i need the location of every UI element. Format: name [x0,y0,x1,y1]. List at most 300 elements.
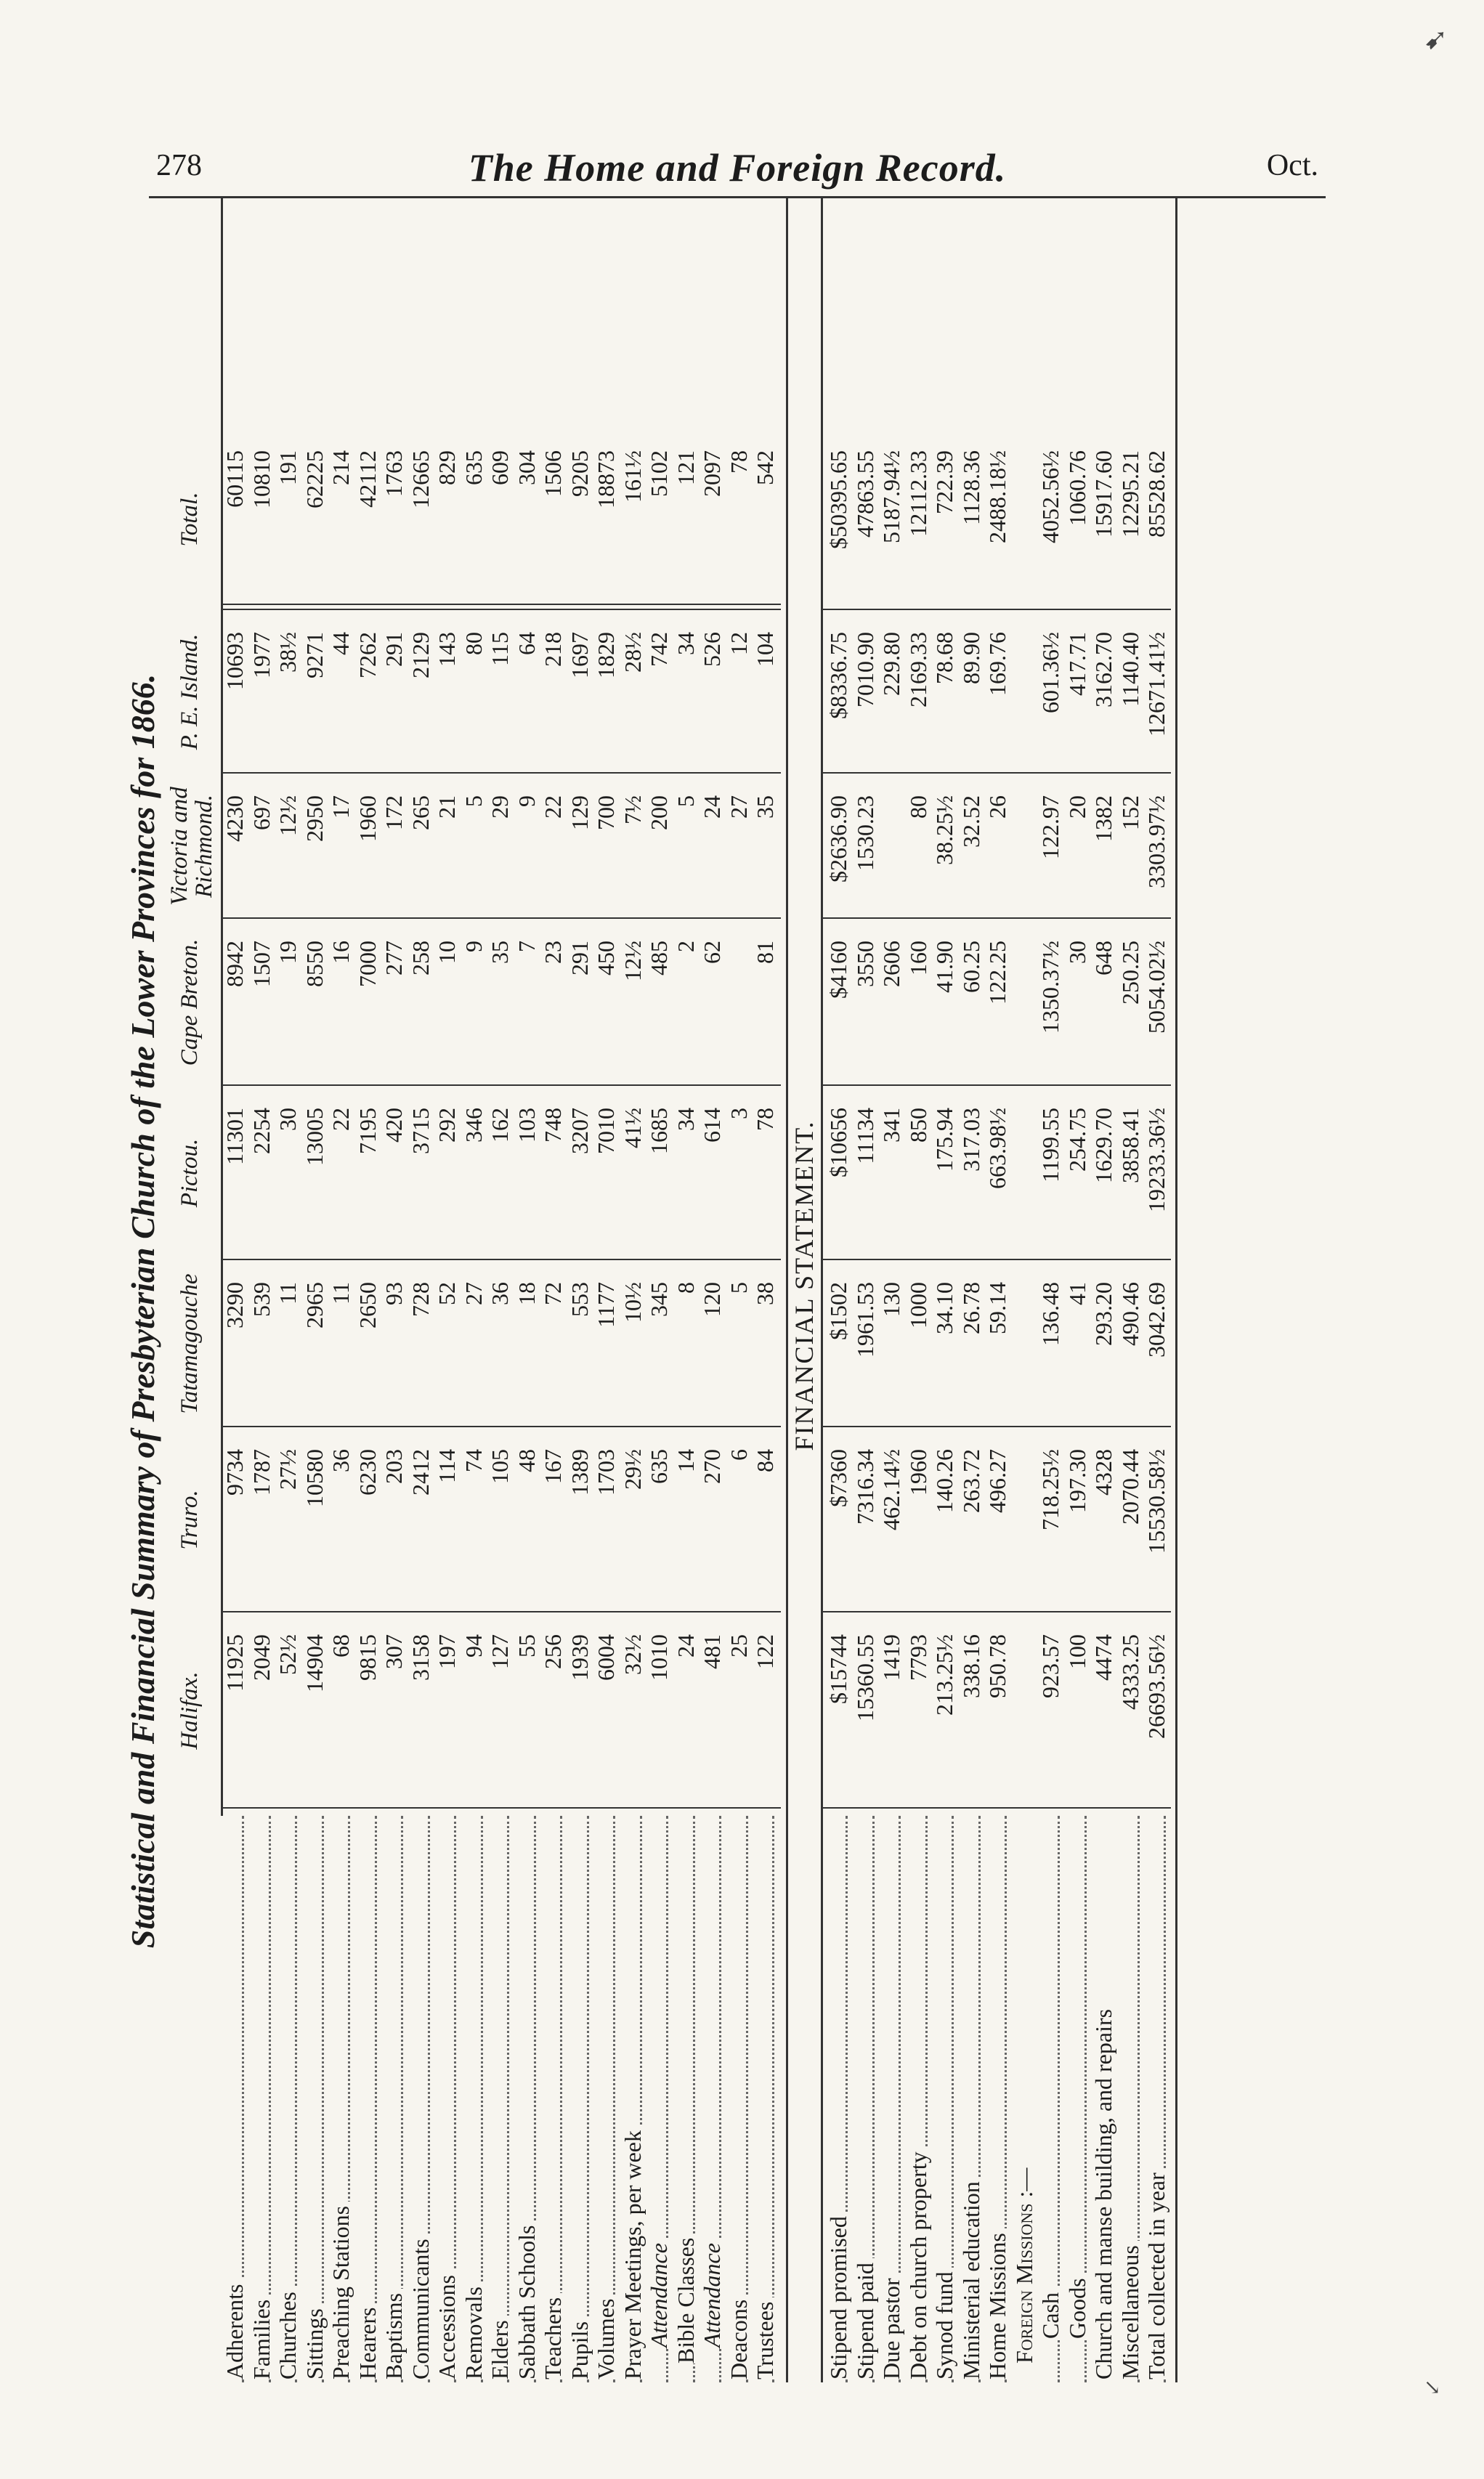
table-cell: 553 [566,1282,593,1317]
fin-row-label: Synod fund [931,1816,958,2382]
table-cell: 41½ [619,1108,646,1148]
table-cell: 1787 [248,1449,275,1496]
rotated-table [123,189,1257,2382]
table-cell: 2488.18½ [984,450,1010,543]
table-cell: 41.90 [931,941,957,993]
column-headers [167,189,218,2382]
table-cell: 1977 [248,632,275,678]
table-cell: 263.72 [957,1449,984,1513]
column-rule [222,604,781,605]
table-cell: 9205 [566,450,593,497]
table-cell: 1389 [566,1449,593,1496]
table-cell: 1697 [566,632,593,678]
table-cell: 3858.41 [1116,1108,1143,1183]
table-cell: 923.57 [1037,1634,1063,1698]
stat-row-label: Pupils [567,1816,593,2382]
table-cell: 94 [460,1634,487,1658]
stat-row-label: Attendance [699,1816,726,2382]
table-cell: 18 [513,1282,540,1305]
table-cell: 7195 [354,1108,381,1154]
table-cell: 11 [275,1282,301,1305]
table-cell: 3042.69 [1143,1282,1169,1358]
column-header-total: Total. [177,492,203,547]
table-cell: 6230 [354,1449,381,1496]
table-cell: 197.30 [1063,1449,1090,1513]
table-cell: 22 [328,1108,354,1131]
table-cell: 11 [328,1282,354,1305]
table-cell: 2 [672,941,699,952]
stat-row-label: Volumes [593,1816,620,2382]
table-cell: 614 [699,1108,725,1143]
table-cell: 136.48 [1037,1282,1063,1346]
table-cell: 450 [593,941,619,975]
table-cell: 2950 [301,795,328,842]
table-cell: 115 [487,632,513,666]
table-cell: 103 [513,1108,540,1143]
table-cell: 34 [672,632,699,655]
table-cell: 10½ [619,1282,646,1323]
table-cell: 4333.25 [1116,1634,1143,1710]
table-cell: 17 [328,795,354,819]
table-cell: 7010.90 [851,632,878,707]
table-cell: 24 [699,795,725,819]
table-cell: 1419 [878,1634,904,1681]
table-cell: 10 [434,941,460,964]
statistical-labels [222,1816,779,2382]
table-cell: 29 [487,795,513,819]
table-cell: 175.94 [931,1108,957,1172]
table-cell: 7793 [904,1634,931,1681]
table-cell: 4230 [222,795,248,842]
table-cell: 114 [434,1449,460,1483]
table-cell: 2254 [248,1108,275,1154]
table-cell: 539 [248,1282,275,1317]
table-cell: 1140.40 [1116,632,1143,707]
table-cell: 162 [487,1108,513,1143]
table-cell: 59.14 [984,1282,1010,1334]
column-rule [822,1807,1171,1809]
table-cell: 60115 [222,450,248,508]
table-cell: 700 [593,795,619,830]
table-cell: 11301 [222,1108,248,1165]
table-cell: 26 [984,795,1010,819]
table-cell: 7262 [354,632,381,678]
table-cell: 420 [381,1108,407,1143]
stat-row-label: Adherents [222,1816,248,2382]
table-cell: 16 [328,941,354,964]
column-rule [822,1426,1171,1427]
table-cell: 30 [275,1108,301,1131]
table-cell: 143 [434,632,460,667]
fin-row-label: Home Missions [984,1816,1011,2382]
table-cell [1011,429,1038,610]
table-cell: 84 [752,1449,778,1472]
fin-column-total [825,429,1170,610]
table-cell: 30 [1063,941,1090,964]
table-cell: 122.25 [984,941,1010,1005]
stat-column-halifax [222,1612,779,1809]
table-cell: 62 [699,941,725,964]
table-cell: 93 [381,1282,407,1305]
table-cell: 742 [646,632,672,667]
table-cell: 218 [540,632,566,667]
table-cell: 14904 [301,1634,328,1692]
table-cell: $50395.65 [825,450,851,549]
table-cell: 4328 [1090,1449,1116,1496]
table-cell [726,919,753,1086]
table-cell: 9 [460,941,487,952]
table-cell: 5 [672,795,699,807]
table-cell: 950.78 [984,1634,1010,1698]
table-cell: 635 [646,1449,672,1484]
table-cell: 722.39 [931,450,957,514]
table-cell: 6004 [593,1634,619,1681]
table-cell: 10693 [222,632,248,690]
column-header-pei: P. E. Island. [177,633,203,750]
table-cell: 2169.33 [904,632,931,707]
stat-row-label: Communicants [408,1816,434,2382]
table-cell: 104 [752,632,778,667]
table-cell: 60.25 [957,941,984,993]
stat-row-label: Trustees [752,1816,779,2382]
table-cell: 1060.76 [1063,450,1090,526]
table-cell: 9815 [354,1634,381,1681]
table-cell: 42112 [354,450,381,508]
table-cell: 72 [540,1282,566,1305]
table-cell: 18873 [593,450,619,508]
table-cell: 490.46 [1116,1282,1143,1346]
table-cell: 292 [434,1108,460,1143]
table-cell: 609 [487,450,513,485]
table-cell: 1382 [1090,795,1116,842]
table-cell: 304 [513,450,540,485]
table-cell: 277 [381,941,407,975]
column-rule [822,1084,1171,1086]
stat-row-label: Prayer Meetings, per week [620,1816,646,2382]
table-cell: 250.25 [1116,941,1143,1005]
table-cell: 265 [407,795,434,830]
table-cell: 14 [672,1449,699,1472]
table-cell: 12671.41½ [1143,632,1169,737]
table-cell: 38.25½ [931,795,957,865]
stat-row-label: Baptisms [381,1816,408,2382]
fin-column-pei [825,610,1170,774]
table-cell: 317.03 [957,1108,984,1172]
fin-row-label: Foreign Missions :— [1011,1816,1038,2382]
table-cell: 11925 [222,1634,248,1692]
table-cell: 27 [725,795,752,819]
table-cell: 829 [434,450,460,485]
table-cell: 78 [752,1108,778,1131]
table-cell: 121 [672,450,699,485]
table-cell [1011,919,1038,1086]
table-cell: 1199.55 [1037,1108,1063,1182]
table-cell: 38½ [275,632,301,673]
table-cell: 152 [1116,795,1143,830]
table-cell: 26.78 [957,1282,984,1334]
table-cell: 2049 [248,1634,275,1681]
table-cell: 32½ [619,1634,646,1675]
table-cell: 32.52 [957,795,984,848]
table-cell [1011,774,1038,919]
table-cell: 1939 [566,1634,593,1681]
table-cell: 7 [513,941,540,952]
table-cell: 728 [407,1282,434,1317]
table-cell: 270 [699,1449,725,1484]
table-cell: 214 [328,450,354,485]
table-cell: 34.10 [931,1282,957,1334]
table-cell: 2650 [354,1282,381,1328]
table-cell: 19 [275,941,301,964]
table-cell: 161½ [619,450,646,503]
table-cell: 9734 [222,1449,248,1496]
stat-row-label: Hearers [354,1816,381,2382]
table-cell: 44 [328,632,354,655]
table-cell: 7010 [593,1108,619,1154]
table-cell: 20 [1063,795,1090,819]
fin-row-label: Stipend promised [825,1816,852,2382]
table-cell: 526 [699,632,725,667]
table-cell: 100 [1063,1634,1090,1669]
table-cell: 485 [646,941,672,975]
table-cell: 129 [566,795,593,830]
table-cell: 78.68 [931,632,957,684]
stat-row-label: Attendance [646,1816,673,2382]
column-rule [222,772,781,774]
table-cell: 160 [904,941,931,975]
table-cell: 3550 [851,941,878,987]
fin-row-label: Due pastor [878,1816,905,2382]
fin-column-tatamagouche [825,1260,1170,1427]
fin-row-label: Stipend paid [852,1816,879,2382]
bottom-rule [1175,196,1177,2382]
table-cell: 23 [540,941,566,964]
column-rule [222,609,781,610]
table-cell: 3715 [407,1108,434,1154]
table-cell: 1829 [593,632,619,678]
table-cell: 19233.36½ [1143,1108,1169,1212]
table-cell: 34 [672,1108,699,1131]
table-cell: 3 [725,1108,752,1119]
table-cell: 127 [487,1634,513,1669]
page-number: 278 [156,149,202,182]
section-rule [786,196,788,2382]
table-cell: 3303.97½ [1143,795,1169,888]
table-cell [878,774,905,919]
table-cell: 1530.23 [851,795,878,871]
table-cell: 635 [460,450,487,485]
table-cell: 68 [328,1634,354,1658]
column-rule [222,1259,781,1260]
table-cell: 307 [381,1634,407,1669]
column-rule [822,1611,1171,1612]
table-cell: 542 [752,450,778,485]
table-cell [1011,1427,1038,1612]
column-rule [222,1807,781,1809]
table-cell: 12½ [619,941,646,981]
stat-column-pei [222,610,779,774]
table-cell: 10810 [248,450,275,508]
table-cell: 6 [725,1449,752,1461]
table-cell: 120 [699,1282,725,1317]
stat-column-tatamagouche [222,1260,779,1427]
table-cell: 2412 [407,1449,434,1496]
table-cell: 29½ [619,1449,646,1490]
table-cell: 346 [460,1108,487,1143]
table-cell: $1502 [825,1282,851,1340]
table-cell: 197 [434,1634,460,1669]
column-rule [822,772,1171,774]
table-cell: 5054.02½ [1143,941,1169,1034]
financial-labels [825,1816,1170,2382]
table-cell: 27 [460,1282,487,1305]
table-cell: 5 [460,795,487,807]
table-cell [1011,1612,1038,1809]
fin-row-label: Goods [1064,1816,1091,2382]
table-cell: 122.97 [1037,795,1063,859]
margin-mark-icon: ↘ [1424,2377,1441,2399]
column-rule [222,1426,781,1427]
stat-row-label: Deacons [726,1816,753,2382]
table-cell: 25 [725,1634,752,1658]
stat-column-total [222,429,779,610]
table-cell: 36 [487,1282,513,1305]
table-cell: 8 [672,1282,699,1294]
stat-row-label: Accessions [434,1816,461,2382]
table-cell: 35 [752,795,778,819]
table-cell: 52 [434,1282,460,1305]
table-cell: 26693.56½ [1143,1634,1169,1739]
table-cell: 1000 [904,1282,931,1328]
table-cell: 2097 [699,450,725,497]
fin-column-pictou [825,1086,1170,1260]
table-cell: 15360.55 [851,1634,878,1721]
fin-row-label: Church and manse building, and repairs [1090,1816,1117,2382]
table-cell: 293.20 [1090,1282,1116,1346]
column-header-truro: Truro. [177,1490,203,1550]
column-rule [222,917,781,919]
stat-column-truro [222,1427,779,1612]
table-cell: 13005 [301,1108,328,1166]
table-cell [1011,1086,1038,1260]
stat-row-label: Churches [275,1816,301,2382]
table-cell: 213.25½ [931,1634,957,1716]
stat-row-label: Families [248,1816,275,2382]
table-cell: 36 [328,1449,354,1472]
table-cell: 130 [878,1282,904,1317]
table-cell: 15530.58½ [1143,1449,1169,1554]
table-cell: 55 [513,1634,540,1658]
table-cell: 35 [487,941,513,964]
table-cell: 1629.70 [1090,1108,1116,1183]
table-cell: 291 [566,941,593,975]
stat-row-label: Sittings [301,1816,328,2382]
table-cell: 122 [752,1634,778,1669]
stat-column-cape-breton [222,919,779,1086]
table-cell: 341 [878,1108,904,1143]
table-cell: 748 [540,1108,566,1143]
table-cell: 5 [725,1282,752,1294]
table-cell: 12295.21 [1116,450,1143,537]
table-cell: 105 [487,1449,513,1484]
table-cell: 1010 [646,1634,672,1681]
table-cell: 9 [513,795,540,807]
table-cell: 1350.37½ [1037,941,1063,1034]
table-cell: 4474 [1090,1634,1116,1681]
stat-row-label: Preaching Stations [328,1816,354,2382]
table-cell: 7316.34 [851,1449,878,1525]
stat-column-victoria-richmond [222,774,779,919]
table-cell: $10656 [825,1108,851,1177]
table-cell: 24 [672,1634,699,1658]
table-cell: 1960 [354,795,381,842]
table-cell: 12112.33 [904,450,931,537]
table-cell: 648 [1090,941,1116,975]
table-cell: 1128.36 [957,450,984,525]
table-cell: 9271 [301,632,328,678]
table-cell: 601.36½ [1037,632,1063,713]
table-cell: 7000 [354,941,381,987]
table-cell: 229.80 [878,632,904,696]
table-cell: 417.71 [1063,632,1090,696]
column-rule [822,917,1171,919]
table-cell: 7½ [619,795,646,824]
column-header-pictou: Pictou. [177,1138,203,1208]
column-header-victoria-richmond: Victoria and Richmond. [166,787,217,906]
stat-row-label: Elders [487,1816,514,2382]
table-cell: 462.14½ [878,1449,904,1530]
table-cell: 21 [434,795,460,819]
table-cell: 1703 [593,1449,619,1496]
stat-row-label: Bible Classes [673,1816,700,2382]
table-cell: 8550 [301,941,328,987]
table-cell: 12½ [275,795,301,836]
table-cell: 663.98½ [984,1108,1010,1189]
table-cell: 850 [904,1108,931,1143]
fin-column-halifax [825,1612,1170,1809]
table-cell: 47863.55 [851,450,878,537]
table-cell [1011,1260,1038,1427]
table-cell: 169.76 [984,632,1010,696]
table-cell: 1763 [381,450,407,497]
column-header-halifax: Halifax. [177,1671,203,1750]
table-cell: 64 [513,632,540,655]
table-cell: 496.27 [984,1449,1010,1513]
fin-column-cape-breton [825,919,1170,1086]
table-cell: 10580 [301,1449,328,1507]
table-cell: 62225 [301,450,328,508]
table-cell: 481 [699,1634,725,1669]
column-header-tatamagouche: Tatamagouche [177,1273,203,1414]
table-cell: 89.90 [957,632,984,684]
table-cell: $15744 [825,1634,851,1704]
table-cell: 1960 [904,1449,931,1496]
table-cell: 2965 [301,1282,328,1328]
column-header-cape-breton: Cape Breton. [177,938,203,1066]
table-cell: 1685 [646,1108,672,1154]
table-cell: 15917.60 [1090,450,1116,537]
table-cell: 74 [460,1449,487,1472]
table-cell: 3290 [222,1282,248,1328]
fin-row-label: Debt on church property [905,1816,932,2382]
column-rule [222,1611,781,1612]
table-cell: 338.16 [957,1634,984,1698]
table-cell: 80 [460,632,487,655]
table-cell: 1507 [248,941,275,987]
table-cell: 52½ [275,1634,301,1675]
table-cell: 5187.94½ [878,450,904,543]
table-cell: 8942 [222,941,248,987]
